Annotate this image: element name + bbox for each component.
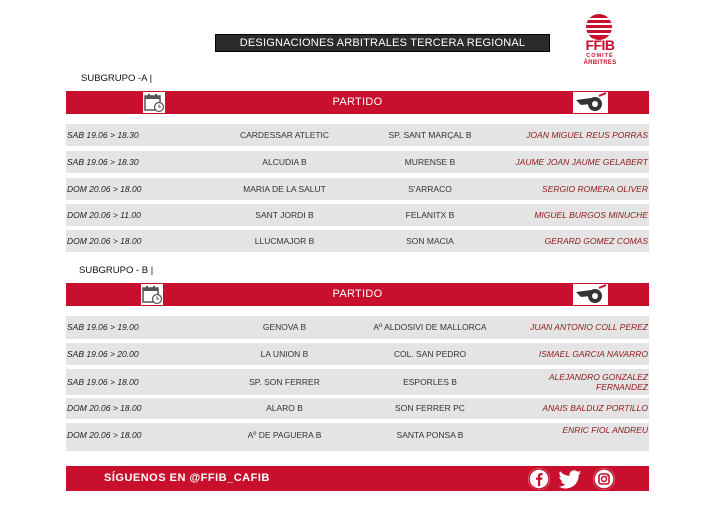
referee: JUAN ANTONIO COLL PEREZ xyxy=(530,322,648,332)
logo-brand: FFIB xyxy=(585,37,615,53)
away-team: SANTA PONSA B xyxy=(396,430,464,440)
ffib-logo xyxy=(578,14,624,70)
away-team: SP. SANT MARÇAL B xyxy=(388,130,472,140)
match-date: SAB 19.06 > 19.00 xyxy=(67,322,139,332)
match-date: DOM 20.06 > 18.00 xyxy=(67,430,142,440)
table-row xyxy=(66,178,649,200)
home-team: SP. SON FERRER xyxy=(249,377,320,387)
column-header-partido: PARTIDO xyxy=(332,96,383,108)
home-team: Aº DE PAGUERA B xyxy=(247,430,322,440)
referee: ENRIC FIOL ANDREU xyxy=(562,425,648,435)
facebook-icon[interactable] xyxy=(528,468,550,490)
column-header-partido: PARTIDO xyxy=(332,288,383,300)
instagram-icon[interactable] xyxy=(593,468,615,490)
referee: MIGUEL BURGOS MINUCHE xyxy=(534,210,648,220)
match-date: DOM 20.06 > 18.00 xyxy=(67,403,142,413)
logo-line1: COMITÉ xyxy=(586,53,614,59)
home-team: LLUCMAJOR B xyxy=(254,236,315,246)
home-team: ALCUDIA B xyxy=(262,157,307,167)
away-team: FELANITX B xyxy=(405,210,455,220)
referee: JAUME JOAN JAUME GELABERT xyxy=(515,157,648,167)
referee: ANAIS BALDUZ PORTILLO xyxy=(542,403,648,413)
away-team: SON MACIA xyxy=(406,236,454,246)
table-row xyxy=(66,423,649,451)
footer-follow-text: SÍGUENOS EN @FFIB_CAFIB xyxy=(104,472,270,484)
table-row xyxy=(66,343,649,365)
whistle-icon xyxy=(573,92,608,113)
table-row xyxy=(66,124,649,146)
away-team: Aº ALDOSIVI DE MALLORCA xyxy=(373,322,487,332)
table-row xyxy=(66,369,649,395)
home-team: SANT JORDI B xyxy=(255,210,314,220)
match-date: DOM 20.06 > 18.00 xyxy=(67,184,142,194)
home-team: GENOVA B xyxy=(262,322,307,332)
referee-line2: FERNANDEZ xyxy=(596,382,648,392)
away-team: SON FERRER PC xyxy=(395,403,465,413)
whistle-icon xyxy=(573,284,608,305)
table-row xyxy=(66,316,649,339)
away-team: S'ARRACO xyxy=(408,184,452,194)
table-row xyxy=(66,204,649,226)
group-b-label: SUBGRUPO - B | xyxy=(79,265,154,276)
table-row xyxy=(66,398,649,419)
footer-bar xyxy=(66,466,649,491)
referee: JOAN MIGUEL REUS PORRAS xyxy=(526,130,648,140)
home-team: CARDESSAR ATLETIC xyxy=(239,130,330,140)
match-date: SAB 19.06 > 18.30 xyxy=(67,157,139,167)
match-date: DOM 20.06 > 18.00 xyxy=(67,236,142,246)
referee xyxy=(488,372,648,392)
referee: SERGIO ROMERA OLIVER xyxy=(542,184,648,194)
referee-line1: ALEJANDRO GONZALEZ xyxy=(548,372,648,382)
away-team: MURENSE B xyxy=(404,157,456,167)
match-date: SAB 19.06 > 18.30 xyxy=(67,130,139,140)
table-row xyxy=(66,230,649,252)
twitter-icon[interactable] xyxy=(557,468,583,490)
page-title: DESIGNACIONES ARBITRALES TERCERA REGIONAL xyxy=(215,34,550,52)
home-team: ALARO B xyxy=(266,403,303,413)
match-date: SAB 19.06 > 18.00 xyxy=(67,377,139,387)
home-team: LA UNION B xyxy=(260,349,309,359)
logo-line2: ÀRBITRES xyxy=(583,60,617,66)
group-a-label: SUBGRUPO -A | xyxy=(81,73,153,84)
referee: ISMAEL GARCIA NAVARRO xyxy=(538,349,648,359)
table-row xyxy=(66,151,649,173)
group-a-header xyxy=(66,91,649,114)
group-b-header xyxy=(66,283,649,306)
away-team: ESPORLES B xyxy=(403,377,457,387)
home-team: MARIA DE LA SALUT xyxy=(243,184,326,194)
match-date: DOM 20.06 > 11.00 xyxy=(67,210,141,220)
away-team: COL. SAN PEDRO xyxy=(393,349,467,359)
match-date: SAB 19.06 > 20.00 xyxy=(67,349,139,359)
referee: GERARD GOMEZ COMAS xyxy=(544,236,648,246)
